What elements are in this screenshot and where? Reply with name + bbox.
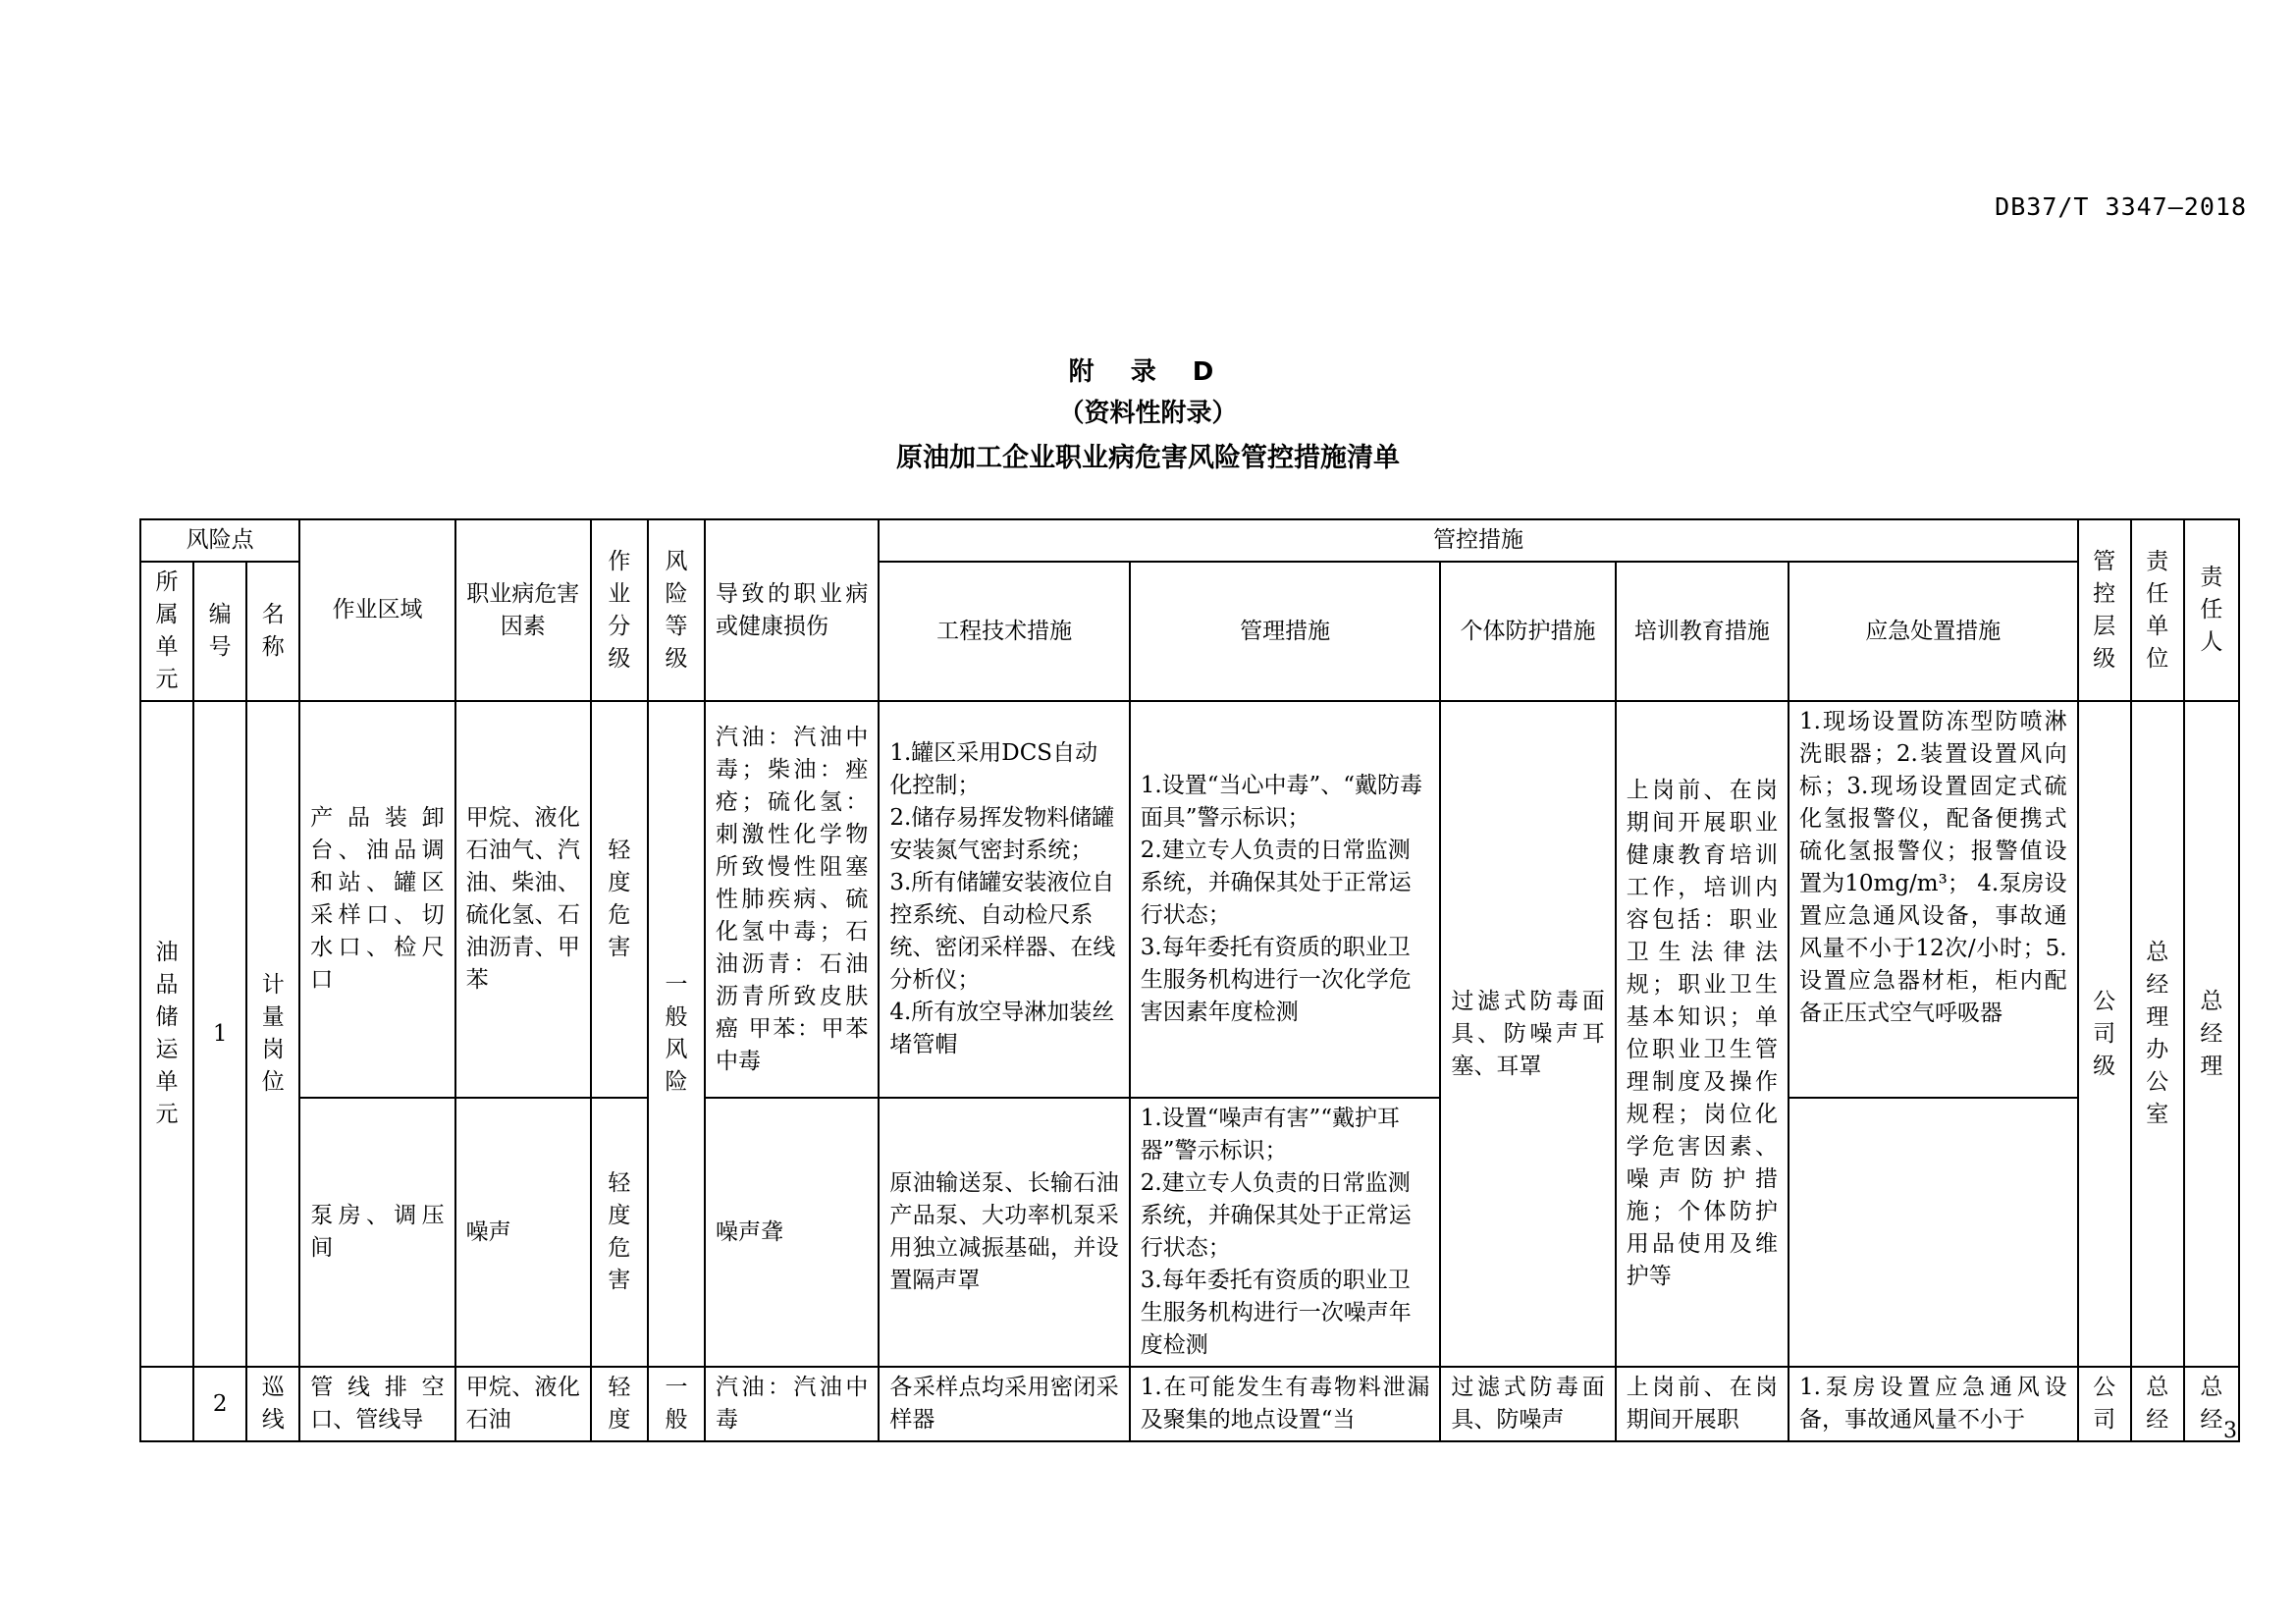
cell-emergency: 1.现场设置防冻型防喷淋洗眼器；2.装置设置风向标；3.现场设置固定式硫化氢报警仪，配备便携式硫化氢报警仪；报警值设置为10mg/m³； 4.泵房设置应急通风设备，事故通风量不小于12次/小时；5.设置应急器材柜，柜内配备正压式空气呼吸器 — [1789, 701, 2078, 1098]
cell-disease: 汽油：汽油中毒 — [705, 1367, 879, 1441]
header-number: 编 号 — [193, 562, 246, 701]
cell-responsible-dept: 总 经 理 办 公 室 — [2131, 701, 2184, 1367]
cell-management: 1.在可能发生有毒物料泄漏及聚集的地点设置“当 — [1130, 1367, 1441, 1441]
cell-management: 1.设置“噪声有害”“戴护耳器”警示标识； 2.建立专人负责的日常监测系统，并确保其处于正常运行状态； 3.每年委托有资质的职业卫生服务机构进行一次噪声年度检测 — [1130, 1098, 1441, 1367]
cell-name: 计 量 岗 位 — [246, 701, 299, 1367]
header-management: 管理措施 — [1130, 562, 1441, 701]
cell-management: 1.设置“当心中毒”、“戴防毒面具”警示标识； 2.建立专人负责的日常监测系统，并确保其处于正常运行状态； 3.每年委托有资质的职业卫生服务机构进行一次化学危害因素年度检测 — [1130, 701, 1441, 1098]
cell-responsible-person: 总 经 — [2184, 1367, 2239, 1441]
standard-code: DB37/T 3347—2018 — [1995, 192, 2247, 221]
cell-engineering: 原油输送泵、长输石油产品泵、大功率机泵采用独立减振基础，并设置隔声罩 — [879, 1098, 1129, 1367]
cell-engineering: 1.罐区采用DCS自动化控制； 2.储存易挥发物料储罐安装氮气密封系统； 3.所有储罐安装液位自控系统、自动检尺系统、密闭采样器、在线分析仪； 4.所有放空导淋加装丝堵管帽 — [879, 701, 1129, 1098]
cell-responsible-person: 总 经 理 — [2184, 701, 2239, 1367]
header-control-level: 管 控 层 级 — [2078, 519, 2131, 701]
cell-engineering: 各采样点均采用密闭采样器 — [879, 1367, 1129, 1441]
header-responsible-dept: 责 任 单 位 — [2131, 519, 2184, 701]
cell-ppe: 过滤式防毒面具、防噪声耳塞、耳罩 — [1440, 701, 1615, 1367]
header-unit: 所 属 单 元 — [140, 562, 193, 701]
cell-work-area: 管线排空口、管线导 — [299, 1367, 454, 1441]
cell-work-area: 泵房、调压间 — [299, 1098, 454, 1367]
header-engineering: 工程技术措施 — [879, 562, 1129, 701]
appendix-nature: （资料性附录） — [1058, 399, 1238, 428]
header-work-grade: 作 业 分 级 — [591, 519, 648, 701]
header-hazard: 职业病危害因素 — [455, 519, 591, 701]
cell-control-level: 公 司 — [2078, 1367, 2131, 1441]
cell-responsible-dept: 总 经 — [2131, 1367, 2184, 1441]
cell-work-grade: 轻 度 危 害 — [591, 1098, 648, 1367]
cell-work-grade: 轻 度 危 害 — [591, 701, 648, 1098]
header-training: 培训教育措施 — [1616, 562, 1789, 701]
cell-disease: 噪声聋 — [705, 1098, 879, 1367]
cell-unit-continued — [140, 1367, 193, 1441]
cell-control-level: 公 司 级 — [2078, 701, 2131, 1367]
header-risk-point: 风险点 — [140, 519, 299, 562]
table-row — [140, 1367, 2239, 1441]
cell-risk-level: 一 般 — [648, 1367, 705, 1441]
cell-number: 1 — [193, 701, 246, 1367]
cell-number: 2 — [193, 1367, 246, 1441]
cell-training: 上岗前、在岗期间开展职 — [1616, 1367, 1789, 1441]
cell-hazard: 甲烷、液化石油 — [455, 1367, 591, 1441]
header-risk-level: 风 险 等 级 — [648, 519, 705, 701]
table-row — [140, 1098, 2239, 1367]
title-block — [0, 352, 2296, 483]
header-disease: 导致的职业病或健康损伤 — [705, 519, 879, 701]
cell-unit: 油 品 储 运 单 元 — [140, 701, 193, 1367]
cell-ppe: 过滤式防毒面具、防噪声 — [1440, 1367, 1615, 1441]
header-responsible-person: 责 任 人 — [2184, 519, 2239, 701]
header-control-measures: 管控措施 — [879, 519, 2077, 562]
cell-risk-level: 一 般 风 险 — [648, 701, 705, 1367]
header-work-area: 作业区域 — [299, 519, 454, 701]
cell-hazard: 甲烷、液化石油气、汽油、柴油、硫化氢、石油沥青、甲苯 — [455, 701, 591, 1098]
header-name: 名 称 — [246, 562, 299, 701]
cell-work-area: 产品装卸台、油品调和站、罐区采样口、切水口、检尺口 — [299, 701, 454, 1098]
risk-control-table — [139, 518, 2240, 1442]
cell-emergency: 1.泵房设置应急通风设备，事故通风量不小于 — [1789, 1367, 2078, 1441]
header-emergency: 应急处置措施 — [1789, 562, 2078, 701]
page-number: 3 — [2223, 1419, 2237, 1443]
cell-disease: 汽油：汽油中毒；柴油：痤疮；硫化氢：刺激性化学物所致慢性阻塞性肺疾病、硫化氢中毒；石油沥青：石油沥青所致皮肤癌 甲苯：甲苯中毒 — [705, 701, 879, 1098]
cell-hazard: 噪声 — [455, 1098, 591, 1367]
table-row — [140, 701, 2239, 1098]
cell-training: 上岗前、在岗期间开展职业健康教育培训工作，培训内容包括：职业卫生法律法规；职业卫生基本知识；单位职业卫生管理制度及操作规程；岗位化学危害因素、噪声防护措施；个体防护用品使用及维护等 — [1616, 701, 1789, 1367]
appendix-title: 附 录 D — [1068, 357, 1228, 387]
document-title: 原油加工企业职业病危害风险管控措施清单 — [896, 443, 1400, 473]
cell-name: 巡 线 — [246, 1367, 299, 1441]
cell-work-grade: 轻 度 — [591, 1367, 648, 1441]
cell-emergency-empty — [1789, 1098, 2078, 1367]
header-ppe: 个体防护措施 — [1440, 562, 1615, 701]
